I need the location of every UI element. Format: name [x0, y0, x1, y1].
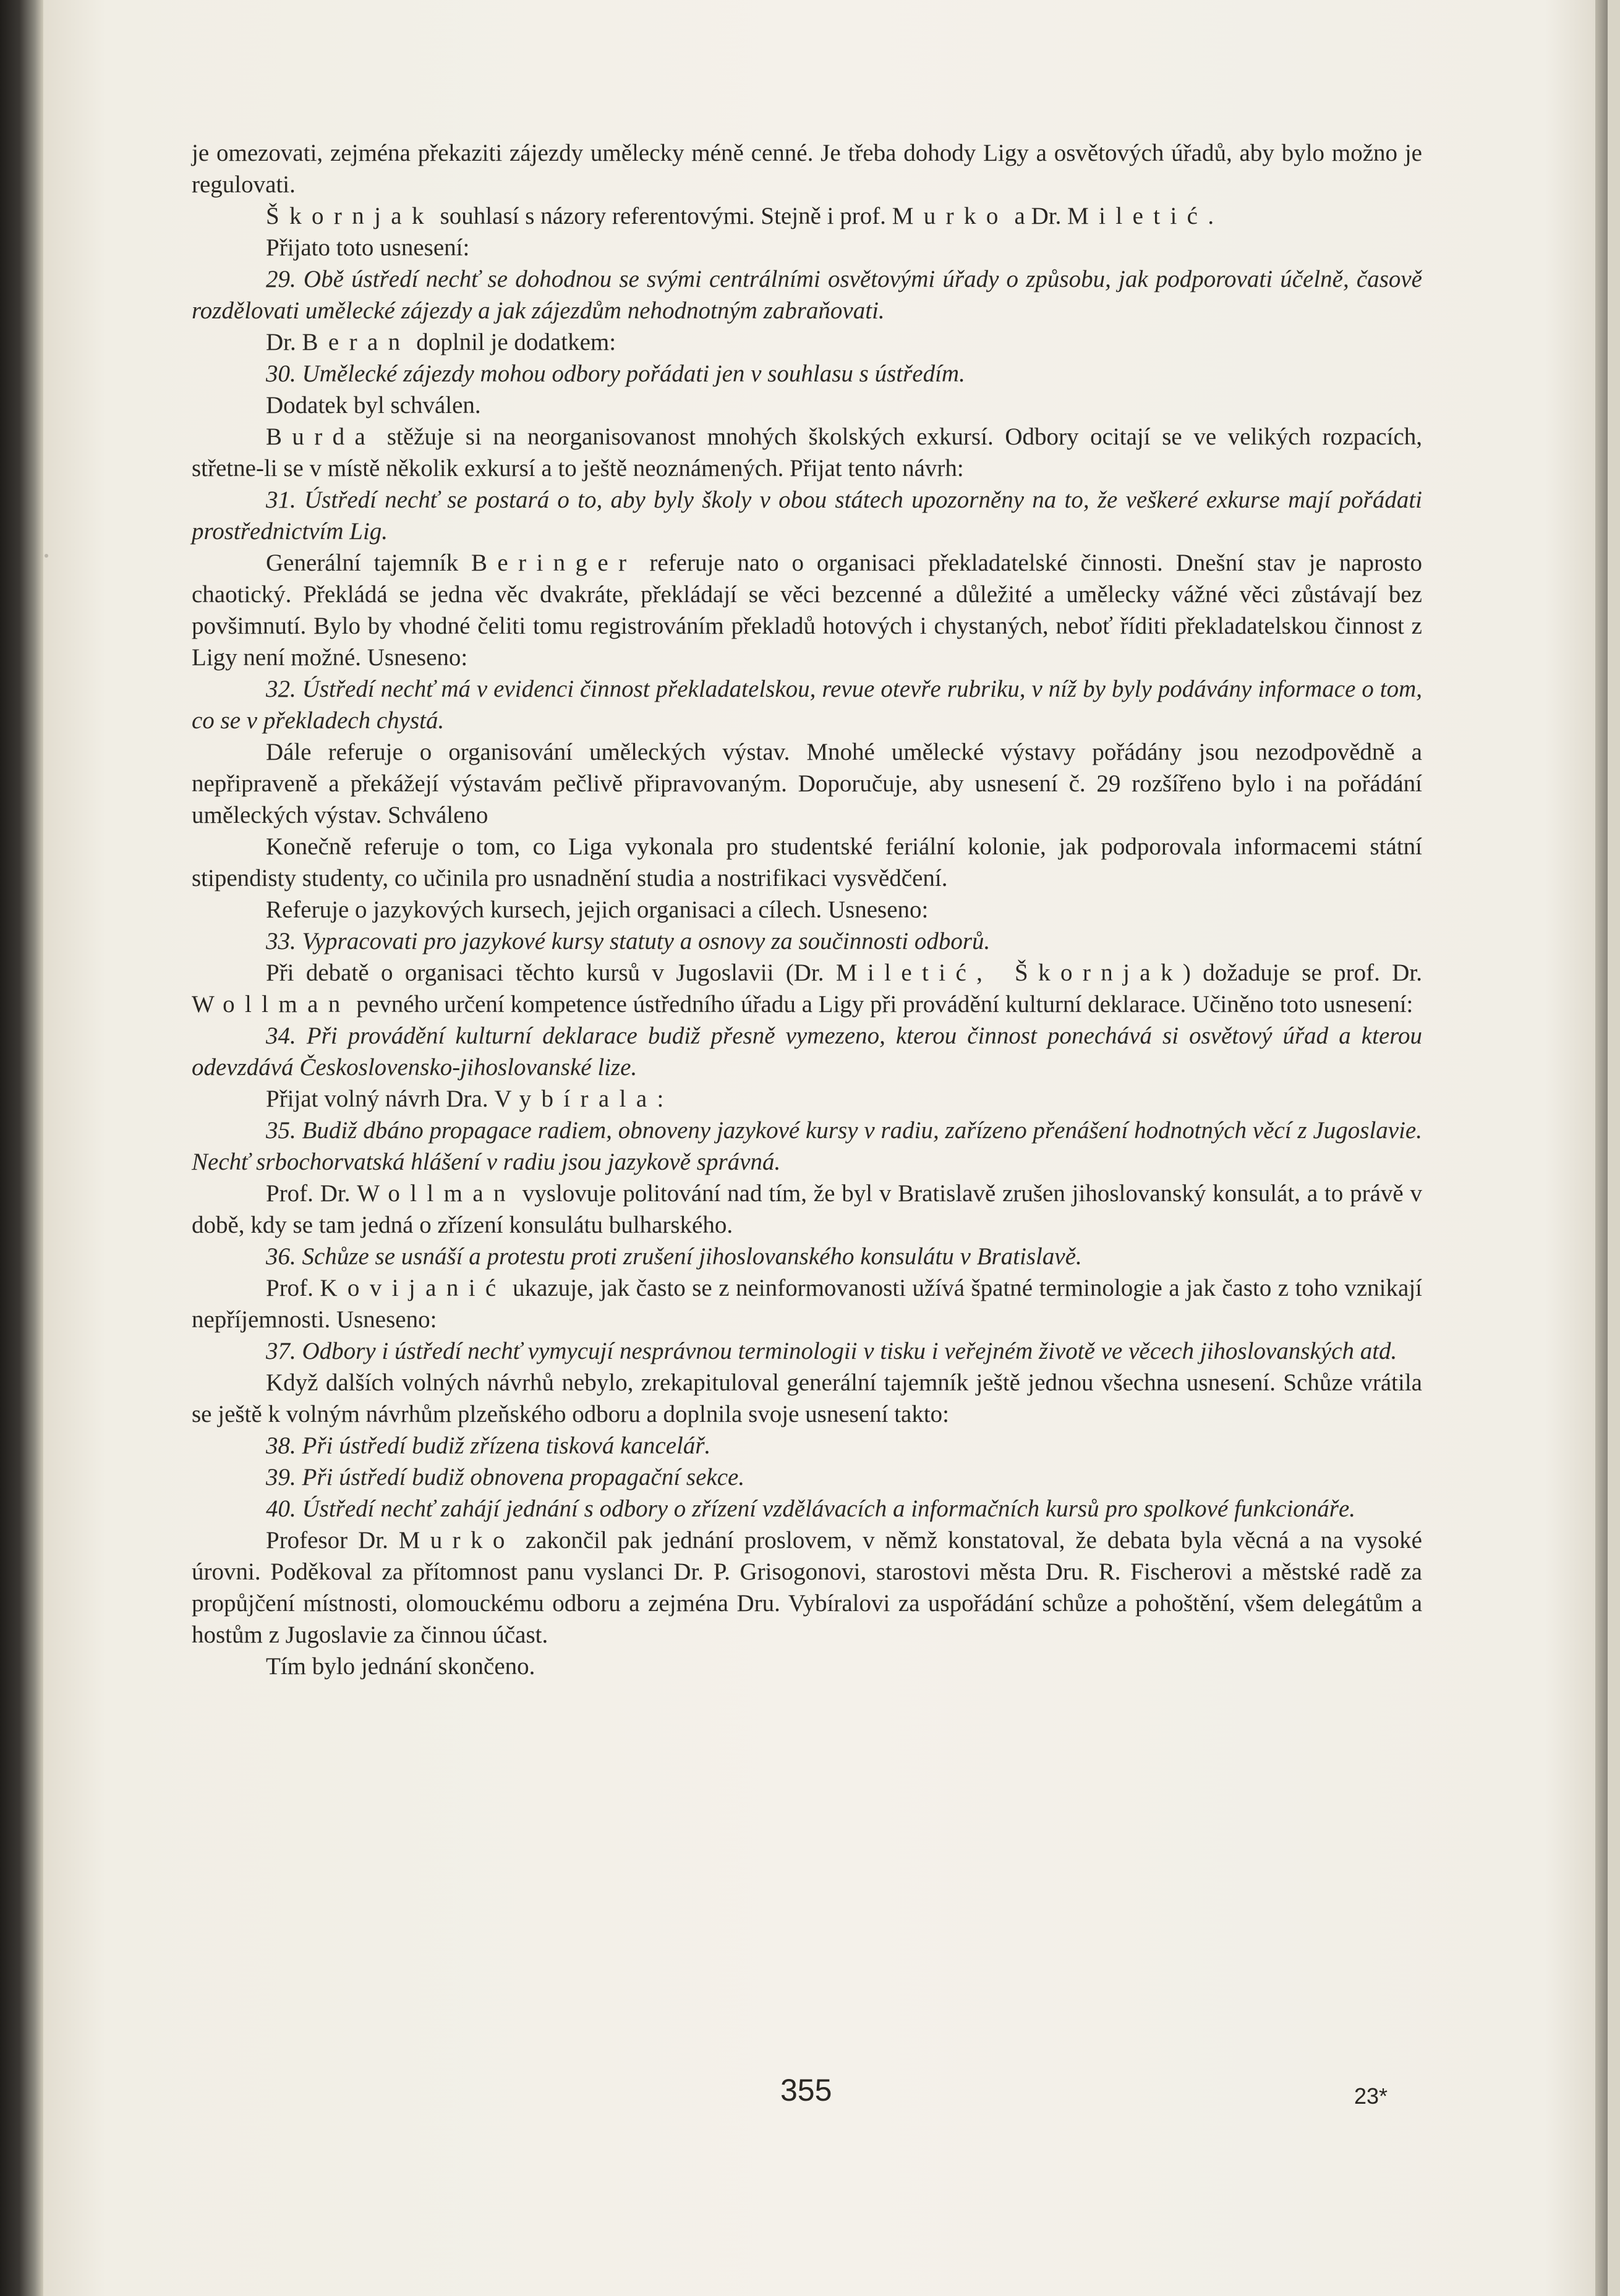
paragraph: [192, 1367, 1422, 1430]
paragraph: [192, 1178, 1422, 1241]
text-run: Při debatě o organisaci těchto kursů v Jugoslavii (Dr.: [266, 959, 836, 986]
spaced-name: Wollman: [357, 1180, 516, 1207]
text-run: vyslovuje politování nad tím, že byl v Bratislavě zrušen jihoslovanský konsulát, a to právě v době, kdy se tam jedná o zřízení konsulátu bulharského.: [192, 1180, 1422, 1238]
page-number: 355: [780, 2073, 832, 2107]
body-text: [192, 137, 1422, 1682]
paragraph: [192, 200, 1422, 232]
text-run: Přijat volný návrh Dra.: [266, 1086, 495, 1112]
text-run: 37. Odbory i ústředí nechť vymycují nesprávnou terminologii v tisku i veřejném životě ve věcech jihoslovanských atd.: [266, 1338, 1397, 1364]
text-run: Tím bylo jednání skončeno.: [266, 1653, 535, 1680]
paragraph: [192, 326, 1422, 358]
spaced-name: Wollman: [192, 991, 351, 1018]
text-run: Dodatek byl schválen.: [266, 392, 481, 419]
paragraph: [192, 1083, 1422, 1115]
spaced-name: Burda: [266, 423, 376, 450]
resolution-paragraph: [192, 1461, 1422, 1493]
spaced-name: Vybírala: [494, 1086, 657, 1112]
resolution-paragraph: [192, 1430, 1422, 1461]
spaced-name: Beringer: [471, 550, 637, 576]
spaced-name: Beran: [302, 329, 411, 355]
paragraph: [192, 831, 1422, 894]
text-run: 31. Ústředí nechť se postará o to, aby byly školy v obou státech upozorněny na to, že veškeré exkurse mají pořádati prostřednictvím Lig.: [192, 487, 1422, 545]
text-run: Profesor Dr.: [266, 1527, 399, 1554]
text-run: zakončil pak jednání proslovem, v němž konstatoval, že debata byla věcná a na vysoké úrovni. Poděkoval za přítomnost panu vyslanci Dr. P. Grisogonovi, starostovi města Dru. R. Fischerovi a městské radě za propůjčení místnosti, olomouckému odboru a zejména Dru. Vybíralovi za uspořádání schůze a pohoštění, všem delegátům a hostům z Jugoslavie za činnou účast.: [192, 1527, 1422, 1648]
text-run: 39. Při ústředí budiž obnovena propagační sekce.: [266, 1464, 745, 1490]
margin-speck: [45, 554, 48, 558]
paragraph: [192, 389, 1422, 421]
spaced-name: Miletić, Škornjak: [835, 959, 1183, 986]
resolution-paragraph: [192, 1493, 1422, 1524]
text-run: Konečně referuje o tom, co Liga vykonala pro studentské feriální kolonie, jak podporovala informacemi státní stipendisty studenty, co učinila pro usnadnění studia a nostrifikaci vysvědčení.: [192, 833, 1422, 891]
page-edge: [1595, 0, 1608, 2296]
text-run: Dr.: [266, 329, 302, 355]
paragraph: [192, 137, 1422, 200]
text-run: Přijato toto usnesení:: [266, 234, 470, 261]
paragraph: [192, 1524, 1422, 1651]
paragraph: [192, 1272, 1422, 1335]
paragraph: [192, 547, 1422, 673]
text-run: :: [657, 1086, 664, 1112]
text-run: 33. Vypracovati pro jazykové kursy statuty a osnovy za součinnosti odborů.: [266, 928, 991, 955]
text-run: Prof.: [266, 1275, 320, 1301]
spaced-name: Murko: [398, 1527, 515, 1554]
text-run: 35. Budiž dbáno propagace radiem, obnoveny jazykové kursy v radiu, zařízeno přenášení hodnotných věcí z Jugoslavie. Nechť srbochorvatská hlášení v radiu jsou jazykově správná.: [192, 1117, 1422, 1175]
book-spine: [0, 0, 43, 2296]
text-run: Referuje o jazykových kursech, jejich organisaci a cílech. Usneseno:: [266, 896, 929, 923]
paragraph: [192, 232, 1422, 263]
text-run: ) dožaduje se prof. Dr.: [1182, 959, 1423, 986]
paragraph: [192, 957, 1422, 1020]
text-run: Dále referuje o organisování uměleckých výstav. Mnohé umělecké výstavy pořádány jsou nezodpovědně a nepřipraveně a překážejí výstavám pečlivě připravovaným. Doporučuje, aby usnesení č. 29 rozšířeno bylo i na pořádání uměleckých výstav. Schváleno: [192, 739, 1422, 828]
text-run: 30. Umělecké zájezdy mohou odbory pořádati jen v souhlasu s ústředím.: [266, 360, 965, 387]
paragraph: [192, 894, 1422, 925]
text-run: souhlasí s názory referentovými. Stejně i prof.: [433, 203, 892, 229]
text-run: 34. Při provádění kulturní deklarace budiž přesně vymezeno, kterou činnost ponechává si osvětový úřad a kterou odevzdává Československo-jihoslovanské lize.: [192, 1023, 1422, 1081]
text-run: referuje nato o organisaci překladatelské činnosti. Dnešní stav je naprosto chaotický. Překládá se jedna věc dvakráte, překládají se věci bezcenné a důležité a umělecky vážné věci zůstávají bez povšimnutí. Bylo by vhodné čeliti tomu registrováním překladů hotových i chystaných, neboť říditi překladatelskou činnost z Ligy není možné. Usneseno:: [192, 550, 1423, 671]
text-run: 40. Ústředí nechť zahájí jednání s odbory o zřízení vzdělávacích a informačních kursů pro spolkové funkcionáře.: [266, 1495, 1356, 1522]
resolution-paragraph: [192, 1020, 1422, 1083]
text-run: stěžuje si na neorganisovanost mnohých školských exkursí. Odbory ocitají se ve velikých rozpacích, střetne-li se v místě několik exkursí a to ještě neoznámených. Přijat tento návrh:: [192, 423, 1422, 482]
text-run: Prof. Dr.: [266, 1180, 357, 1207]
text-run: 29. Obě ústředí nechť se dohodnou se svými centrálními osvětovými úřady o způsobu, jak podporovati účelně, časově rozdělovati umělecké zájezdy a jak zájezdům nehodnotným zabraňovati.: [192, 266, 1422, 324]
text-run: 38. Při ústředí budiž zřízena tisková kancelář.: [266, 1432, 711, 1459]
text-run: 36. Schůze se usnáší a protestu proti zrušení jihoslovanského konsulátu v Bratislavě.: [266, 1243, 1082, 1270]
resolution-paragraph: [192, 925, 1422, 957]
resolution-paragraph: [192, 1241, 1422, 1272]
resolution-paragraph: [192, 263, 1422, 326]
spaced-name: Murko: [892, 203, 1008, 229]
text-run: Generální tajemník: [266, 550, 471, 576]
text-run: 32. Ústředí nechť má v evidenci činnost překladatelskou, revue otevře rubriku, v níž by byly podávány informace o tom, co se v překladech chystá.: [192, 676, 1422, 734]
resolution-paragraph: [192, 673, 1422, 736]
resolution-paragraph: [192, 484, 1422, 547]
text-run: ukazuje, jak často se z neinformovanosti užívá špatné terminologie a jak často z toho vznikají nepříjemnosti. Usneseno:: [192, 1275, 1422, 1333]
paragraph: [192, 1651, 1422, 1682]
signature-mark: 23*: [1354, 2083, 1388, 2109]
spaced-name: Miletić: [1067, 203, 1208, 229]
text-run: doplnil je dodatkem:: [410, 329, 616, 355]
paragraph: [192, 736, 1422, 831]
text-run: je omezovati, zejména překaziti zájezdy umělecky méně cenné. Je třeba dohody Ligy a osvětových úřadů, aby bylo možno je regulovati.: [192, 140, 1422, 198]
resolution-paragraph: [192, 1335, 1422, 1367]
resolution-paragraph: [192, 1115, 1422, 1178]
text-run: Když dalších volných návrhů nebylo, zrekapituloval generální tajemník ještě jednou všechna usnesení. Schůze vrátila se ještě k volným návrhům plzeňského odboru a doplnila svoje usnesení takto:: [192, 1369, 1422, 1427]
text-run: pevného určení kompetence ústředního úřadu a Ligy při provádění kulturní deklarace. Učiněno toto usnesení:: [350, 991, 1413, 1018]
paragraph: [192, 421, 1422, 484]
text-run: a Dr.: [1008, 203, 1068, 229]
text-run: .: [1208, 203, 1214, 229]
spaced-name: Škornjak: [266, 203, 434, 229]
spaced-name: Kovijanić: [320, 1275, 506, 1301]
resolution-paragraph: [192, 358, 1422, 389]
